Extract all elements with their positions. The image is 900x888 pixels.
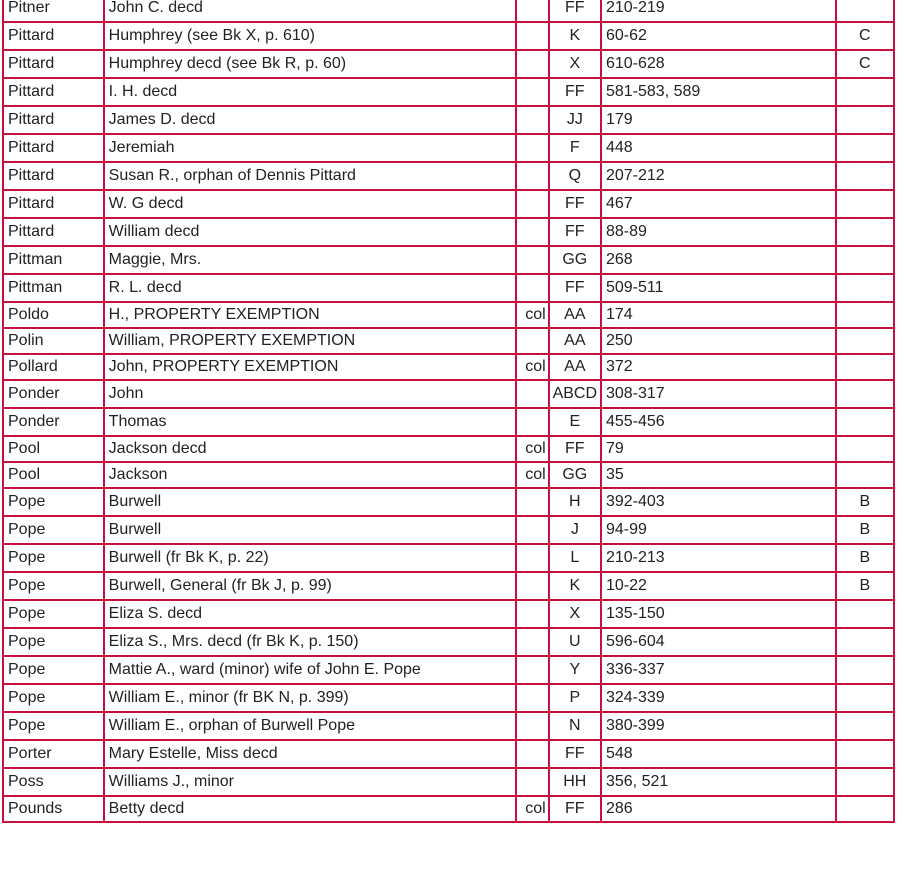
book-cell: GG	[549, 462, 601, 488]
surname-cell: Pope	[3, 488, 104, 516]
pages-cell: 210-219	[601, 0, 836, 22]
flag-cell	[836, 684, 894, 712]
book-cell: FF	[549, 436, 601, 462]
given-name-cell: R. L. decd	[104, 274, 517, 302]
given-name-cell: Eliza S. decd	[104, 600, 517, 628]
flag-cell	[836, 78, 894, 106]
flag-cell	[836, 380, 894, 408]
col-marker-cell	[516, 380, 548, 408]
estate-index-table	[2, 0, 895, 823]
table-row	[3, 656, 894, 684]
col-marker-cell: col	[516, 796, 548, 822]
flag-cell	[836, 328, 894, 354]
flag-cell	[836, 656, 894, 684]
table-row	[3, 408, 894, 436]
book-cell: L	[549, 544, 601, 572]
book-cell: FF	[549, 740, 601, 768]
given-name-cell: Betty decd	[104, 796, 517, 822]
surname-cell: Pittard	[3, 106, 104, 134]
table-body	[3, 0, 894, 822]
surname-cell: Pittard	[3, 134, 104, 162]
table-row	[3, 572, 894, 600]
col-marker-cell	[516, 684, 548, 712]
table-row	[3, 684, 894, 712]
surname-cell: Poldo	[3, 302, 104, 328]
flag-cell	[836, 354, 894, 380]
book-cell: FF	[549, 190, 601, 218]
surname-cell: Polin	[3, 328, 104, 354]
surname-cell: Pitner	[3, 0, 104, 22]
col-marker-cell	[516, 78, 548, 106]
given-name-cell: Humphrey decd (see Bk R, p. 60)	[104, 50, 517, 78]
surname-cell: Pope	[3, 516, 104, 544]
book-cell: F	[549, 134, 601, 162]
given-name-cell: Jackson	[104, 462, 517, 488]
col-marker-cell	[516, 274, 548, 302]
col-marker-cell	[516, 544, 548, 572]
col-marker-cell	[516, 628, 548, 656]
flag-cell	[836, 740, 894, 768]
surname-cell: Pittman	[3, 246, 104, 274]
table-row	[3, 544, 894, 572]
table-row	[3, 628, 894, 656]
pages-cell: 509-511	[601, 274, 836, 302]
surname-cell: Pittard	[3, 22, 104, 50]
pages-cell: 135-150	[601, 600, 836, 628]
flag-cell: C	[836, 50, 894, 78]
col-marker-cell	[516, 740, 548, 768]
given-name-cell: Burwell, General (fr Bk J, p. 99)	[104, 572, 517, 600]
pages-cell: 581-583, 589	[601, 78, 836, 106]
surname-cell: Pope	[3, 684, 104, 712]
given-name-cell: Mattie A., ward (minor) wife of John E. Pope	[104, 656, 517, 684]
given-name-cell: Susan R., orphan of Dennis Pittard	[104, 162, 517, 190]
table-row	[3, 380, 894, 408]
pages-cell: 207-212	[601, 162, 836, 190]
given-name-cell: Jackson decd	[104, 436, 517, 462]
given-name-cell: Thomas	[104, 408, 517, 436]
flag-cell	[836, 162, 894, 190]
surname-cell: Pool	[3, 436, 104, 462]
book-cell: FF	[549, 0, 601, 22]
book-cell: N	[549, 712, 601, 740]
given-name-cell: William, PROPERTY EXEMPTION	[104, 328, 517, 354]
book-cell: J	[549, 516, 601, 544]
table-row	[3, 436, 894, 462]
book-cell: Y	[549, 656, 601, 684]
book-cell: AA	[549, 302, 601, 328]
given-name-cell: Burwell	[104, 516, 517, 544]
given-name-cell: John	[104, 380, 517, 408]
surname-cell: Pittard	[3, 218, 104, 246]
table-row	[3, 462, 894, 488]
given-name-cell: W. G decd	[104, 190, 517, 218]
given-name-cell: H., PROPERTY EXEMPTION	[104, 302, 517, 328]
col-marker-cell: col	[516, 436, 548, 462]
col-marker-cell	[516, 328, 548, 354]
pages-cell: 88-89	[601, 218, 836, 246]
col-marker-cell	[516, 516, 548, 544]
table-row	[3, 0, 894, 22]
book-cell: P	[549, 684, 601, 712]
table-row	[3, 218, 894, 246]
surname-cell: Pittard	[3, 50, 104, 78]
book-cell: ABCD	[549, 380, 601, 408]
surname-cell: Ponder	[3, 408, 104, 436]
flag-cell: B	[836, 516, 894, 544]
surname-cell: Pollard	[3, 354, 104, 380]
flag-cell: B	[836, 544, 894, 572]
given-name-cell: Williams J., minor	[104, 768, 517, 796]
flag-cell	[836, 436, 894, 462]
given-name-cell: John C. decd	[104, 0, 517, 22]
table-row	[3, 50, 894, 78]
book-cell: X	[549, 600, 601, 628]
col-marker-cell	[516, 190, 548, 218]
surname-cell: Porter	[3, 740, 104, 768]
surname-cell: Pope	[3, 656, 104, 684]
col-marker-cell	[516, 246, 548, 274]
pages-cell: 179	[601, 106, 836, 134]
surname-cell: Pittard	[3, 190, 104, 218]
table-row	[3, 22, 894, 50]
pages-cell: 268	[601, 246, 836, 274]
flag-cell	[836, 134, 894, 162]
book-cell: Q	[549, 162, 601, 190]
given-name-cell: Burwell (fr Bk K, p. 22)	[104, 544, 517, 572]
flag-cell	[836, 712, 894, 740]
flag-cell	[836, 408, 894, 436]
pages-cell: 174	[601, 302, 836, 328]
surname-cell: Poss	[3, 768, 104, 796]
table-row	[3, 600, 894, 628]
flag-cell: B	[836, 488, 894, 516]
surname-cell: Ponder	[3, 380, 104, 408]
pages-cell: 380-399	[601, 712, 836, 740]
table-row	[3, 190, 894, 218]
table-row	[3, 302, 894, 328]
col-marker-cell	[516, 572, 548, 600]
col-marker-cell	[516, 600, 548, 628]
flag-cell	[836, 462, 894, 488]
surname-cell: Pounds	[3, 796, 104, 822]
pages-cell: 596-604	[601, 628, 836, 656]
pages-cell: 35	[601, 462, 836, 488]
flag-cell	[836, 246, 894, 274]
col-marker-cell	[516, 488, 548, 516]
book-cell: H	[549, 488, 601, 516]
book-cell: FF	[549, 274, 601, 302]
given-name-cell: Mary Estelle, Miss decd	[104, 740, 517, 768]
col-marker-cell	[516, 218, 548, 246]
surname-cell: Pope	[3, 572, 104, 600]
table-row	[3, 740, 894, 768]
col-marker-cell	[516, 50, 548, 78]
book-cell: FF	[549, 796, 601, 822]
pages-cell: 610-628	[601, 50, 836, 78]
book-cell: K	[549, 572, 601, 600]
flag-cell	[836, 190, 894, 218]
book-cell: K	[549, 22, 601, 50]
book-cell: GG	[549, 246, 601, 274]
col-marker-cell	[516, 106, 548, 134]
index-table-container	[2, 0, 897, 823]
surname-cell: Pittman	[3, 274, 104, 302]
pages-cell: 10-22	[601, 572, 836, 600]
flag-cell	[836, 106, 894, 134]
given-name-cell: I. H. decd	[104, 78, 517, 106]
surname-cell: Pope	[3, 712, 104, 740]
table-row	[3, 134, 894, 162]
pages-cell: 324-339	[601, 684, 836, 712]
pages-cell: 356, 521	[601, 768, 836, 796]
col-marker-cell	[516, 162, 548, 190]
table-row	[3, 274, 894, 302]
surname-cell: Pittard	[3, 162, 104, 190]
table-row	[3, 796, 894, 822]
flag-cell	[836, 796, 894, 822]
flag-cell	[836, 302, 894, 328]
given-name-cell: William decd	[104, 218, 517, 246]
col-marker-cell: col	[516, 302, 548, 328]
table-row	[3, 106, 894, 134]
given-name-cell: Maggie, Mrs.	[104, 246, 517, 274]
book-cell: E	[549, 408, 601, 436]
pages-cell: 79	[601, 436, 836, 462]
pages-cell: 467	[601, 190, 836, 218]
given-name-cell: William E., orphan of Burwell Pope	[104, 712, 517, 740]
col-marker-cell	[516, 712, 548, 740]
table-row	[3, 328, 894, 354]
col-marker-cell	[516, 656, 548, 684]
col-marker-cell	[516, 0, 548, 22]
book-cell: U	[549, 628, 601, 656]
pages-cell: 392-403	[601, 488, 836, 516]
given-name-cell: Humphrey (see Bk X, p. 610)	[104, 22, 517, 50]
given-name-cell: James D. decd	[104, 106, 517, 134]
book-cell: FF	[549, 78, 601, 106]
book-cell: FF	[549, 218, 601, 246]
given-name-cell: William E., minor (fr BK N, p. 399)	[104, 684, 517, 712]
pages-cell: 210-213	[601, 544, 836, 572]
surname-cell: Pittard	[3, 78, 104, 106]
book-cell: AA	[549, 328, 601, 354]
book-cell: X	[549, 50, 601, 78]
surname-cell: Pool	[3, 462, 104, 488]
pages-cell: 250	[601, 328, 836, 354]
book-cell: JJ	[549, 106, 601, 134]
table-row	[3, 354, 894, 380]
given-name-cell: John, PROPERTY EXEMPTION	[104, 354, 517, 380]
table-row	[3, 488, 894, 516]
surname-cell: Pope	[3, 628, 104, 656]
flag-cell: B	[836, 572, 894, 600]
col-marker-cell	[516, 408, 548, 436]
flag-cell	[836, 768, 894, 796]
flag-cell	[836, 274, 894, 302]
col-marker-cell	[516, 22, 548, 50]
flag-cell	[836, 218, 894, 246]
pages-cell: 448	[601, 134, 836, 162]
pages-cell: 455-456	[601, 408, 836, 436]
given-name-cell: Eliza S., Mrs. decd (fr Bk K, p. 150)	[104, 628, 517, 656]
table-row	[3, 246, 894, 274]
table-row	[3, 78, 894, 106]
pages-cell: 94-99	[601, 516, 836, 544]
pages-cell: 308-317	[601, 380, 836, 408]
table-row	[3, 162, 894, 190]
col-marker-cell	[516, 134, 548, 162]
flag-cell	[836, 600, 894, 628]
pages-cell: 286	[601, 796, 836, 822]
book-cell: AA	[549, 354, 601, 380]
given-name-cell: Burwell	[104, 488, 517, 516]
col-marker-cell	[516, 768, 548, 796]
table-row	[3, 768, 894, 796]
flag-cell	[836, 628, 894, 656]
pages-cell: 336-337	[601, 656, 836, 684]
col-marker-cell: col	[516, 462, 548, 488]
pages-cell: 60-62	[601, 22, 836, 50]
surname-cell: Pope	[3, 600, 104, 628]
flag-cell: C	[836, 22, 894, 50]
table-row	[3, 712, 894, 740]
flag-cell	[836, 0, 894, 22]
col-marker-cell: col	[516, 354, 548, 380]
table-row	[3, 516, 894, 544]
pages-cell: 548	[601, 740, 836, 768]
pages-cell: 372	[601, 354, 836, 380]
book-cell: HH	[549, 768, 601, 796]
given-name-cell: Jeremiah	[104, 134, 517, 162]
surname-cell: Pope	[3, 544, 104, 572]
